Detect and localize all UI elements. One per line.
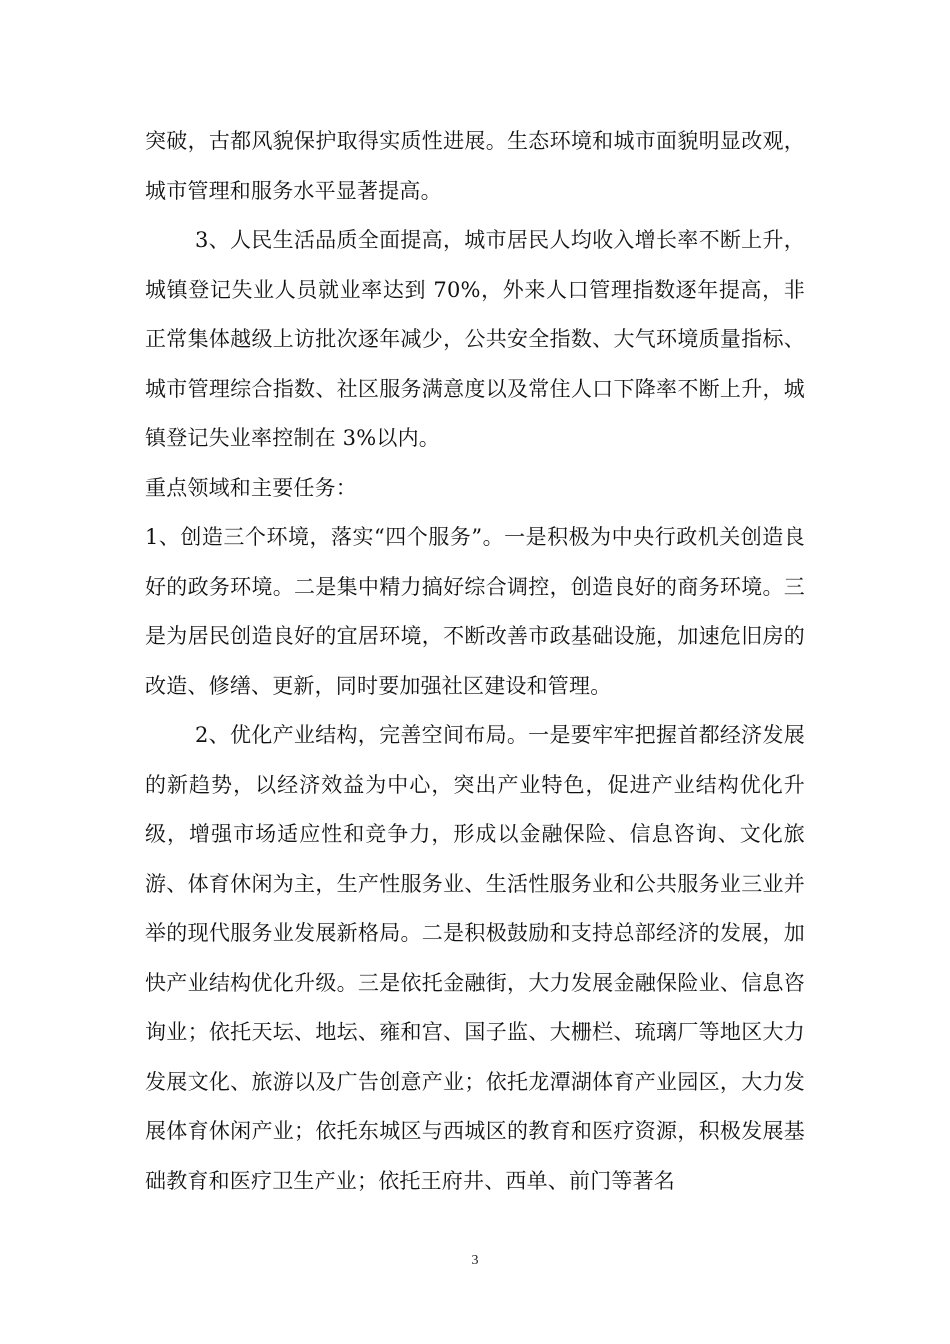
section-heading: 重点领域和主要任务： xyxy=(145,475,357,500)
page-number: 3 xyxy=(471,1253,479,1268)
paragraph-item-3: 3、人民生活品质全面提高，城市居民人均收入增长率不断上升，城镇登记失业人员就业率达到 70%，外来人口管理指数逐年提高，非正常集体越级上访批次逐年减少，公共安全指数、大气环境质量指标、城市管理综合指数、社区服务满意度以及常住人口下降率不断上升，城镇登记失业率控制在 3%以内。 xyxy=(145,228,805,450)
document-body xyxy=(145,117,805,1206)
paragraph-continuation: 突破，古都风貌保护取得实质性进展。生态环境和城市面貌明显改观，城市管理和服务水平显著提高。 xyxy=(145,129,805,203)
paragraph-task-1: 1、创造三个环境，落实“四个服务”。一是积极为中央行政机关创造良好的政务环境。二是集中精力搞好综合调控，创造良好的商务环境。三是为居民创造良好的宜居环境，不断改善市政基础设施，加速危旧房的改造、修缮、更新，同时要加强社区建设和管理。 xyxy=(145,525,805,698)
paragraph-task-2: 2、优化产业结构，完善空间布局。一是要牢牢把握首都经济发展的新趋势，以经济效益为中心，突出产业特色，促进产业结构优化升级，增强市场适应性和竞争力，形成以金融保险、信息咨询、文化旅游、体育休闲为主，生产性服务业、生活性服务业和公共服务业三业并举的现代服务业发展新格局。二是积极鼓励和支持总部经济的发展，加快产业结构优化升级。三是依托金融街，大力发展金融保险业、信息咨询业；依托天坛、地坛、雍和宫、国子监、大栅栏、琉璃厂等地区大力发展文化、旅游以及广告创意产业；依托龙潭湖体育产业园区，大力发展体育休闲产业；依托东城区与西城区的教育和医疗资源，积极发展基础教育和医疗卫生产业；依托王府井、西单、前门等著名 xyxy=(145,723,805,1193)
